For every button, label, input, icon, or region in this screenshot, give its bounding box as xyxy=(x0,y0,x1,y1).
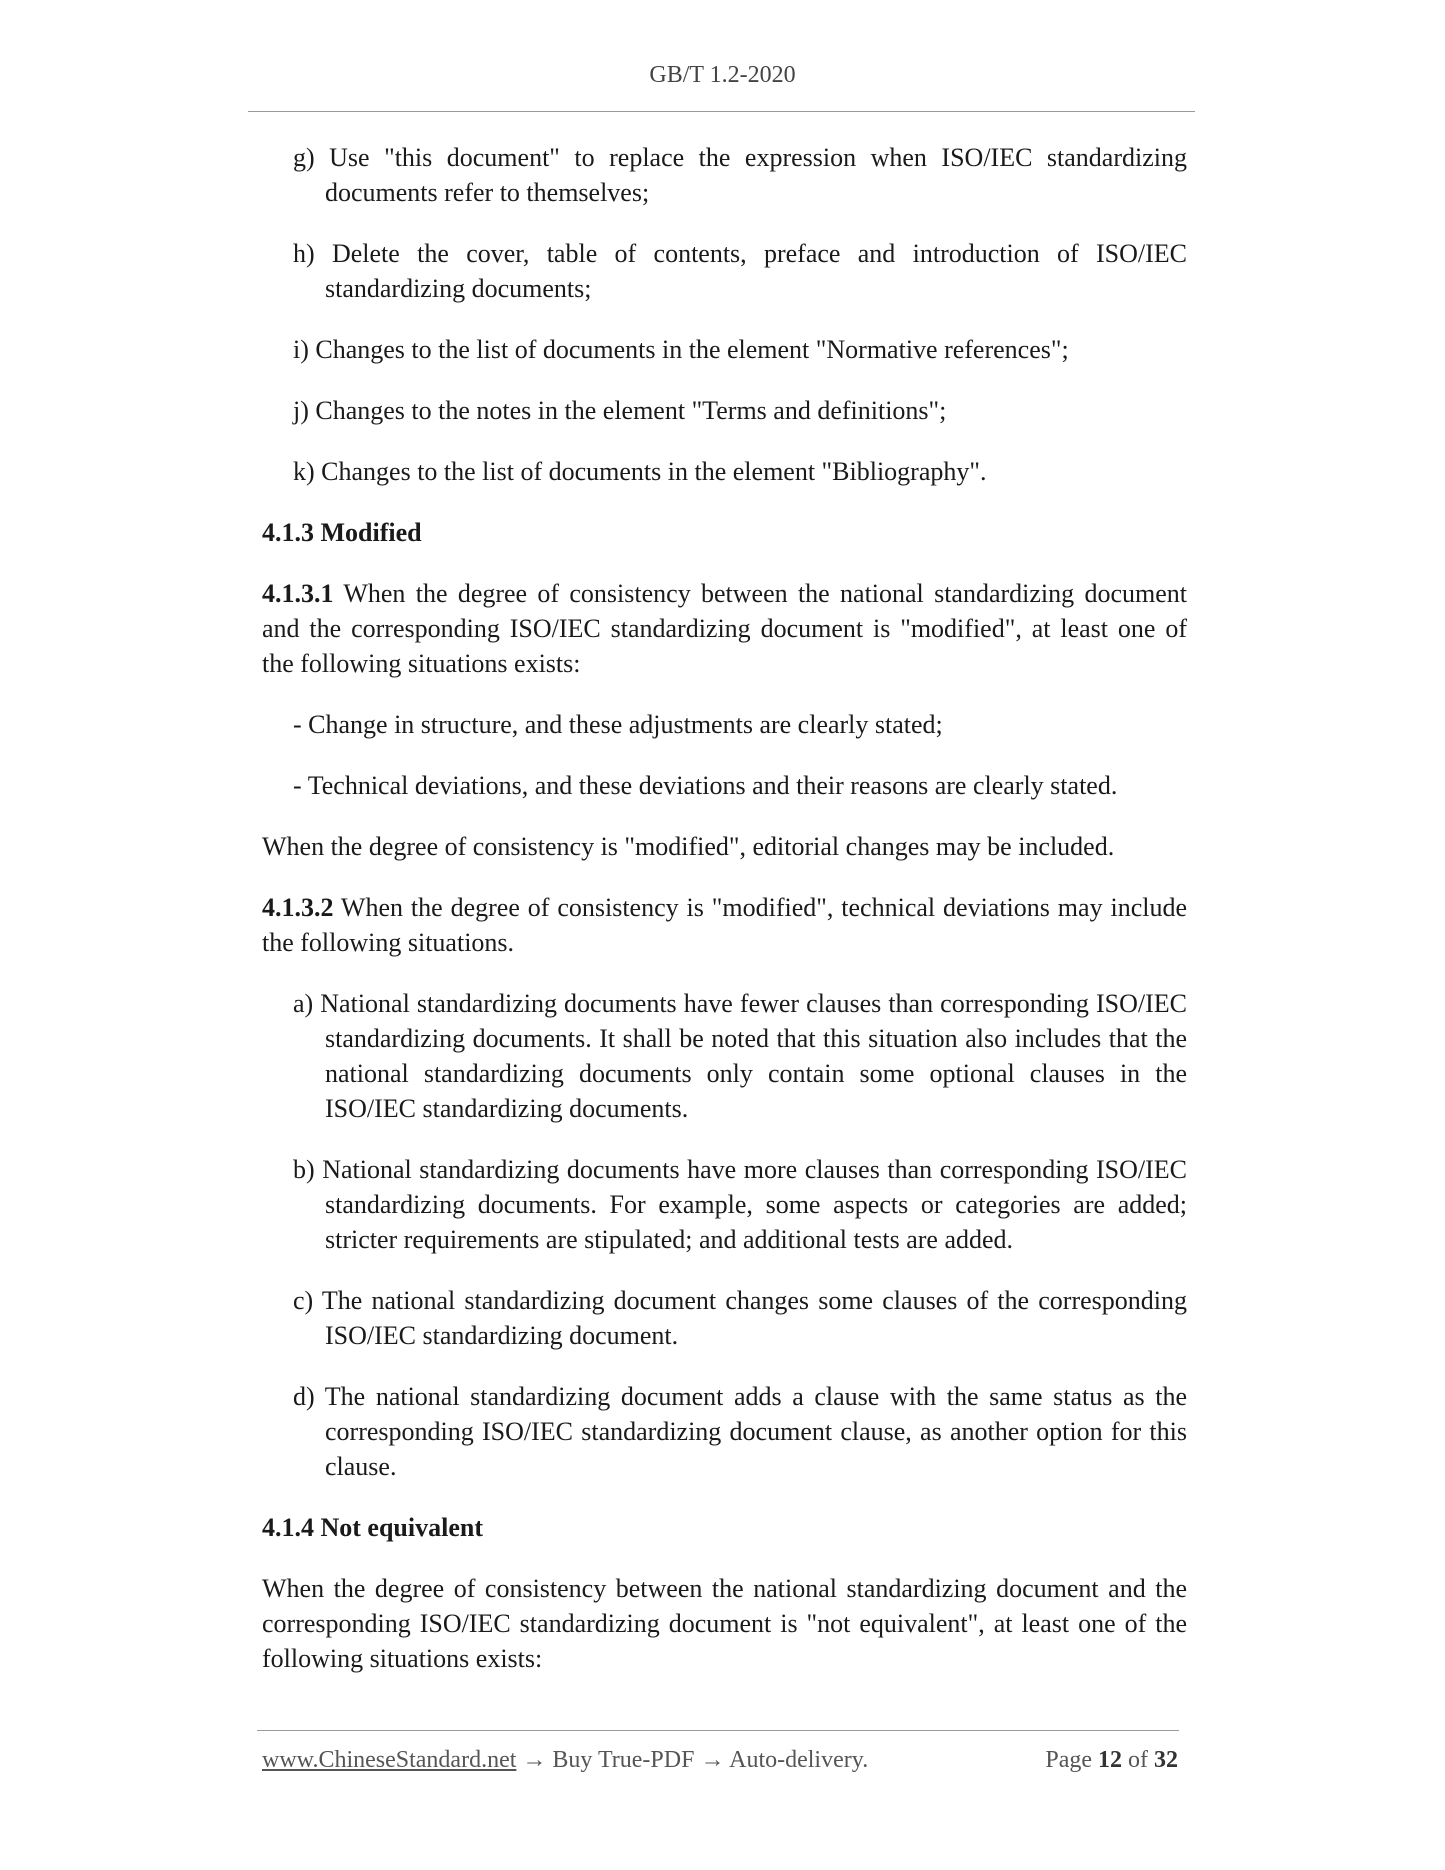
page-current: 12 xyxy=(1098,1747,1122,1773)
page-label: Page xyxy=(1045,1747,1092,1773)
not-equivalent-paragraph: When the degree of consistency between the national standardizing document and the corresponding ISO/IEC standardizing document is "not equivalent", at least one of the following situations exists: xyxy=(262,1574,1187,1673)
of-label: of xyxy=(1128,1747,1148,1773)
list-item-c: c) The national standardizing document changes some clauses of the corresponding ISO/IEC standardizing document. xyxy=(293,1286,1187,1350)
header-divider xyxy=(248,111,1195,112)
page-number xyxy=(1045,1747,1178,1774)
clause-text: When the degree of consistency between the national standardizing document and the corresponding ISO/IEC standardizing document is "modified", at least one of the following situations exists: xyxy=(262,579,1187,678)
list-item-g: g) Use "this document" to replace the expression when ISO/IEC standardizing documents refer to themselves; xyxy=(293,143,1187,207)
list-item-k: k) Changes to the list of documents in the element "Bibliography". xyxy=(293,457,987,486)
clause-number: 4.1.3.2 xyxy=(262,893,334,922)
page-total: 32 xyxy=(1154,1747,1178,1773)
clause-number: 4.1.3.1 xyxy=(262,579,334,608)
clause-4-1-3-1 xyxy=(262,576,1187,681)
footer-promo xyxy=(262,1747,868,1774)
list-item-b: b) National standardizing documents have more clauses than corresponding ISO/IEC standardizing documents. For example, some aspects or categories are added; stricter requirements are stipulated; and additional tests are added. xyxy=(293,1155,1187,1254)
footer-promo-text: → Buy True-PDF → Auto-delivery. xyxy=(516,1747,869,1773)
document-body xyxy=(262,140,1187,1702)
section-heading-4-1-4: 4.1.4 Not equivalent xyxy=(262,1513,483,1542)
footer-divider xyxy=(257,1730,1179,1731)
modified-note: When the degree of consistency is "modified", editorial changes may be included. xyxy=(262,832,1115,861)
document-code-header: GB/T 1.2-2020 xyxy=(649,62,796,88)
clause-4-1-3-2 xyxy=(262,890,1187,960)
list-item-a: a) National standardizing documents have fewer clauses than corresponding ISO/IEC standardizing documents. It shall be noted that this situation also includes that the national standardizing documents only contain some optional clauses in the ISO/IEC standardizing documents. xyxy=(293,989,1187,1123)
list-item-h: h) Delete the cover, table of contents, preface and introduction of ISO/IEC standardizing documents; xyxy=(293,239,1187,303)
website-link[interactable]: www.ChineseStandard.net xyxy=(262,1747,517,1773)
clause-text: When the degree of consistency is "modified", technical deviations may include the following situations. xyxy=(262,893,1187,957)
dash-item-structure: - Change in structure, and these adjustments are clearly stated; xyxy=(293,710,943,739)
dash-item-technical: - Technical deviations, and these deviations and their reasons are clearly stated. xyxy=(293,771,1118,800)
section-heading-4-1-3: 4.1.3 Modified xyxy=(262,518,422,547)
list-item-d: d) The national standardizing document adds a clause with the same status as the corresponding ISO/IEC standardizing document clause, as another option for this clause. xyxy=(293,1382,1187,1481)
list-item-j: j) Changes to the notes in the element "Terms and definitions"; xyxy=(293,396,947,425)
list-item-i: i) Changes to the list of documents in the element "Normative references"; xyxy=(293,335,1069,364)
